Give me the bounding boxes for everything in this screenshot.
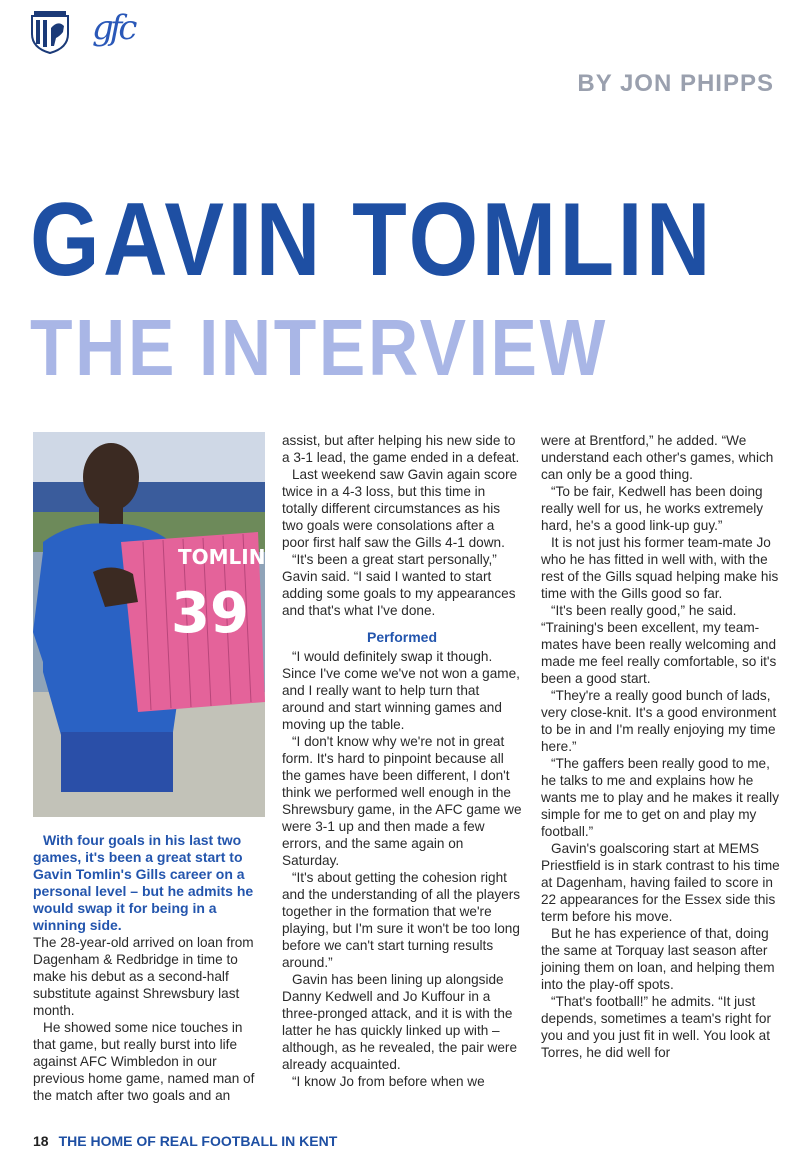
player-photo-illustration [33,432,265,817]
article-column-2 [282,432,522,1090]
paragraph: “It's been a great start personally,” Gavin said. “I said I wanted to start adding some goals to my appearances and that's what I've done. [282,552,516,618]
paragraph: The 28-year-old arrived on loan from Dagenham & Redbridge in time to make his debut as a second-half substitute against Shrewsbury last month. [33,935,254,1018]
paragraph: “They're a really good bunch of lads, very close-knit. It's a good environment to be in and I'm really enjoying my time here.” [541,688,777,754]
shirt-name: TOMLIN [178,545,265,569]
paragraph: “It's about getting the cohesion right and the understanding of all the players together in the formation that we're playing, but I'm sure it won't be too long before we can't start turning results around.” [282,870,521,970]
paragraph: Last weekend saw Gavin again score twice in a 4-3 loss, but this time in totally different circumstances as his two goals were consolations after a poor first half saw the Gills 4-1 down. [282,467,518,550]
paragraph: “That's football!” he admits. “It just depends, sometimes a team's right for you and you just fit in well. You look at Torres, he did well for [541,994,772,1060]
subheading: Performed [366,629,438,645]
player-photo [33,432,265,817]
paragraph: assist, but after helping his new side to a 3-1 lead, the game ended in a defeat. [282,433,520,465]
paragraph: But he has experience of that, doing the same at Torquay last season after joining them on loan, and helping them into the play-off spots. [541,926,775,992]
paragraph: Gavin's goalscoring start at MEMS Priestfield is in stark contrast to his time at Dagenham, having failed to score in 22 appearances for the Essex side this term before his move. [541,841,780,924]
page-number: 18 [33,1133,49,1149]
club-monogram-logo: gfc [92,8,134,48]
headline-name: GAVIN TOMLIN [30,182,714,298]
paragraph: “The gaffers been really good to me, he talks to me and explains how he wants me to play and he makes it really simple for me to get on and play my football.” [541,756,780,839]
paragraph: were at Brentford,” he added. “We understand each other's games, which can only be a good thing. [541,433,774,482]
paragraph: “I would definitely swap it though. Since I've come we've not won a game, and I really want to help turn that around and start winning games and moving up the table. [282,649,520,732]
page-footer [33,1133,337,1149]
footer-tagline: THE HOME OF REAL FOOTBALL IN KENT [58,1133,338,1149]
paragraph: “It's been really good,” he said. “Training's been excellent, my team-mates have been really welcoming and made me feel really comfortable, so it's been a good start. [541,603,777,686]
headline-subtitle: THE INTERVIEW [30,303,608,392]
standfirst: With four goals in his last two games, it's been a great start to Gavin Tomlin's Gills career on a personal level – but he admits he would swap it for being in a winning side. [33,832,254,933]
article-column-3 [541,432,781,1061]
paragraph: “I don't know why we're not in great form. It's hard to pinpoint because all the games have been different, I don't think we performed well enough in the Shrewsbury game, in the AFC game we were 3-1 up and then made a few errors, and the same again on Saturday. [282,734,522,868]
byline: BY JON PHIPPS [577,70,774,97]
shirt-number: 39 [171,581,249,646]
paragraph: Gavin has been lining up alongside Danny Kedwell and Jo Kuffour in a three-pronged attack, and it is with the latter he has quickly linked up with – although, as he revealed, the pair were already acquainted. [282,972,518,1072]
paragraph: “To be fair, Kedwell has been doing really well for us, he works extremely hard, he's a good link-up guy.” [541,484,764,533]
paragraph: “I know Jo from before when we [292,1074,485,1089]
club-crest-icon [30,10,70,54]
article-column-1 [33,832,268,1104]
paragraph: It is not just his former team-mate Jo who he has fitted in well with, with the rest of the Gills squad helping make his time with the Gills good so far. [541,535,779,601]
paragraph: He showed some nice touches in that game, but really burst into life against AFC Wimbledon in our previous home game, named man of the match after two goals and an [33,1020,255,1103]
